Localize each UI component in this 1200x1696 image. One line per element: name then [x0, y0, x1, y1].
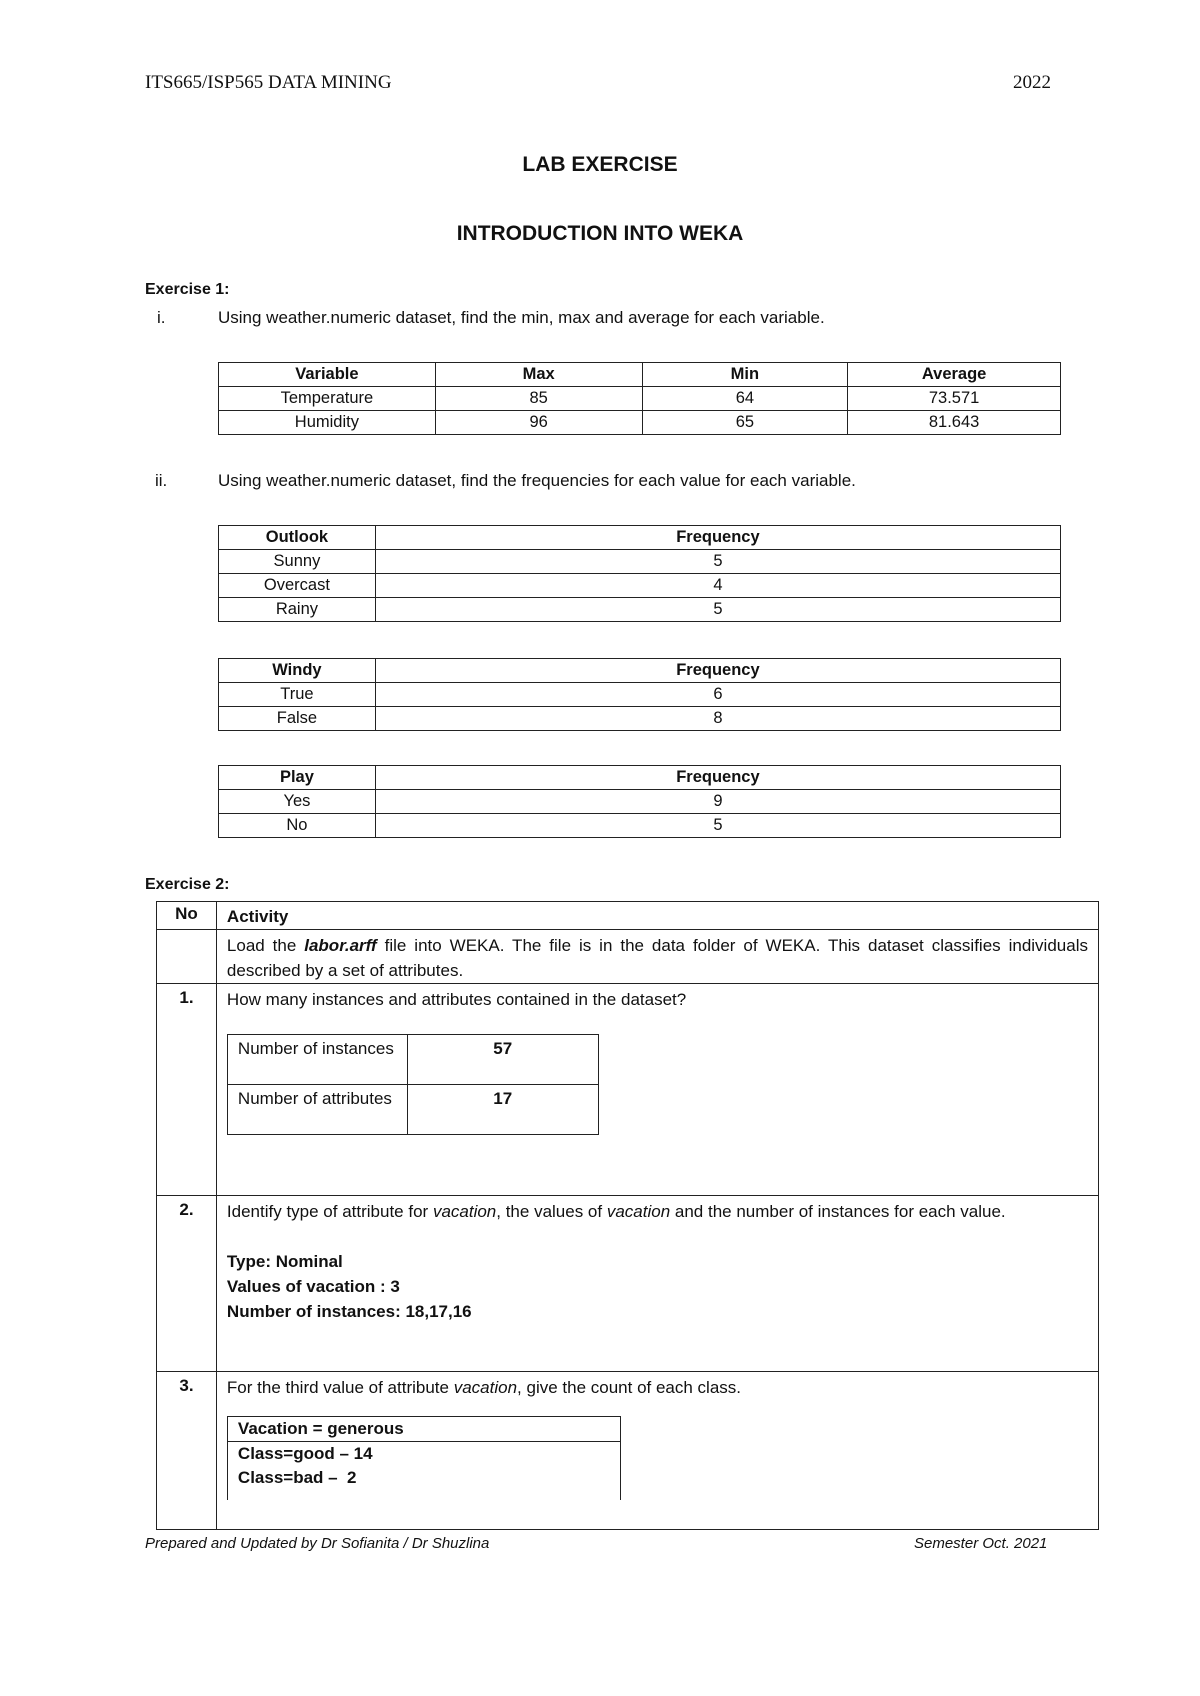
- header-cell: Windy: [219, 659, 376, 683]
- class-bad: Class=bad – 2: [237, 1468, 357, 1487]
- q3-text: [227, 1375, 1088, 1400]
- col-activity-header: Activity: [216, 902, 1098, 930]
- intro-pre: Load the: [226, 936, 305, 955]
- table-row: [157, 984, 1099, 1196]
- q2-values: Values of vacation : 3: [226, 1277, 400, 1296]
- table-cell: 6: [375, 683, 1060, 707]
- item-ii-text: Using weather.numeric dataset, find the frequencies for each value for each variable.: [218, 471, 856, 490]
- page-title: LAB EXERCISE: [522, 153, 678, 176]
- play-table: [218, 765, 1061, 838]
- q3-activity: [216, 1372, 1098, 1530]
- vacation-table: [227, 1416, 621, 1500]
- windy-table: [218, 658, 1061, 731]
- q1-number: 1.: [157, 984, 217, 1196]
- table-row: [157, 1372, 1099, 1530]
- q3-i1: vacation: [453, 1378, 518, 1397]
- table-row: [219, 387, 1061, 411]
- empty-cell: [157, 930, 217, 984]
- attributes-label: Number of attributes: [227, 1085, 407, 1135]
- q3-t1: For the third value of attribute: [226, 1378, 454, 1397]
- table-cell: Temperature: [219, 387, 436, 411]
- outlook-table: [218, 525, 1061, 622]
- table-cell: 8: [375, 707, 1060, 731]
- table-row: [219, 598, 1061, 622]
- intro-file: labor.arff: [304, 936, 377, 955]
- table-header-row: [219, 363, 1061, 387]
- q3-t2: , give the count of each class.: [517, 1378, 742, 1397]
- q2-type: Type: Nominal: [226, 1252, 343, 1271]
- table-cell: 4: [375, 574, 1060, 598]
- footer-semester: Semester Oct. 2021: [914, 1535, 1048, 1552]
- table-row: [219, 814, 1061, 838]
- intro-activity: [216, 930, 1098, 984]
- q2-text: [227, 1199, 1088, 1224]
- footer-author: Prepared and Updated by Dr Sofianita / Dr Shuzlina: [145, 1535, 490, 1552]
- header-cell: Outlook: [219, 526, 376, 550]
- table-header-row: [219, 659, 1061, 683]
- intro-post: file into WEKA. The file is in the data folder of WEKA. This dataset classifies individuals described by a set of attributes.: [226, 936, 1088, 980]
- table-cell: 73.571: [848, 387, 1061, 411]
- table-cell: 85: [435, 387, 642, 411]
- table-cell: 5: [375, 814, 1060, 838]
- table-row: [227, 1442, 620, 1501]
- q2-number: 2.: [157, 1196, 217, 1372]
- table-row: [219, 574, 1061, 598]
- table-row: [219, 707, 1061, 731]
- page-subtitle: INTRODUCTION INTO WEKA: [456, 222, 744, 245]
- q2-instances: Number of instances: 18,17,16: [226, 1302, 472, 1321]
- table-cell: True: [219, 683, 376, 707]
- table-row: [219, 411, 1061, 435]
- col-no-header: No: [157, 902, 217, 930]
- table-cell: 64: [642, 387, 848, 411]
- table-cell: Yes: [219, 790, 376, 814]
- table-header-row: [219, 766, 1061, 790]
- vacation-title: Vacation = generous: [227, 1417, 620, 1442]
- q1-activity: [216, 984, 1098, 1196]
- attributes-value: 17: [407, 1085, 598, 1135]
- table-row: [157, 930, 1099, 984]
- table-cell: 81.643: [848, 411, 1061, 435]
- item-i-number: i.: [157, 308, 166, 327]
- q2-activity: [216, 1196, 1098, 1372]
- table-cell: False: [219, 707, 376, 731]
- q3-number: 3.: [157, 1372, 217, 1530]
- table-cell: 96: [435, 411, 642, 435]
- table-row: [157, 1196, 1099, 1372]
- table-header-row: [219, 526, 1061, 550]
- instances-value: 57: [407, 1035, 598, 1085]
- min-max-table: [218, 362, 1061, 435]
- q2-i1: vacation: [432, 1202, 497, 1221]
- q1-text: How many instances and attributes contained in the dataset?: [226, 990, 687, 1009]
- q2-t1: Identify type of attribute for: [226, 1202, 433, 1221]
- instances-table: [227, 1034, 599, 1135]
- table-row: [227, 1035, 598, 1085]
- table-cell: Humidity: [219, 411, 436, 435]
- header-cell: Max: [435, 363, 642, 387]
- table-row: [227, 1417, 620, 1442]
- instances-label: Number of instances: [227, 1035, 407, 1085]
- table-cell: 9: [375, 790, 1060, 814]
- item-i-text: Using weather.numeric dataset, find the min, max and average for each variable.: [218, 308, 825, 327]
- q2-i2: vacation: [606, 1202, 671, 1221]
- table-cell: No: [219, 814, 376, 838]
- exercise2-table: [156, 901, 1099, 1530]
- header-cell: Frequency: [375, 659, 1060, 683]
- table-row: [219, 550, 1061, 574]
- table-row: [227, 1085, 598, 1135]
- header-cell: Min: [642, 363, 848, 387]
- table-header-row: [157, 902, 1099, 930]
- header-cell: Frequency: [375, 526, 1060, 550]
- q2-t3: and the number of instances for each value.: [670, 1202, 1006, 1221]
- table-cell: 5: [375, 550, 1060, 574]
- header-cell: Average: [848, 363, 1061, 387]
- table-row: [219, 790, 1061, 814]
- table-cell: Rainy: [219, 598, 376, 622]
- exercise2-label: Exercise 2:: [145, 876, 230, 893]
- table-cell: Sunny: [219, 550, 376, 574]
- q2-t2: , the values of: [496, 1202, 607, 1221]
- table-cell: 65: [642, 411, 848, 435]
- exercise1-label: Exercise 1:: [145, 281, 230, 298]
- vacation-counts: [227, 1442, 620, 1501]
- header-cell: Frequency: [375, 766, 1060, 790]
- table-cell: Overcast: [219, 574, 376, 598]
- header-course: ITS665/ISP565 DATA MINING: [145, 72, 392, 93]
- header-cell: Play: [219, 766, 376, 790]
- item-ii-number: ii.: [155, 471, 168, 490]
- header-cell: Variable: [219, 363, 436, 387]
- table-row: [219, 683, 1061, 707]
- class-good: Class=good – 14: [237, 1444, 373, 1463]
- table-cell: 5: [375, 598, 1060, 622]
- header-year: 2022: [1013, 72, 1051, 93]
